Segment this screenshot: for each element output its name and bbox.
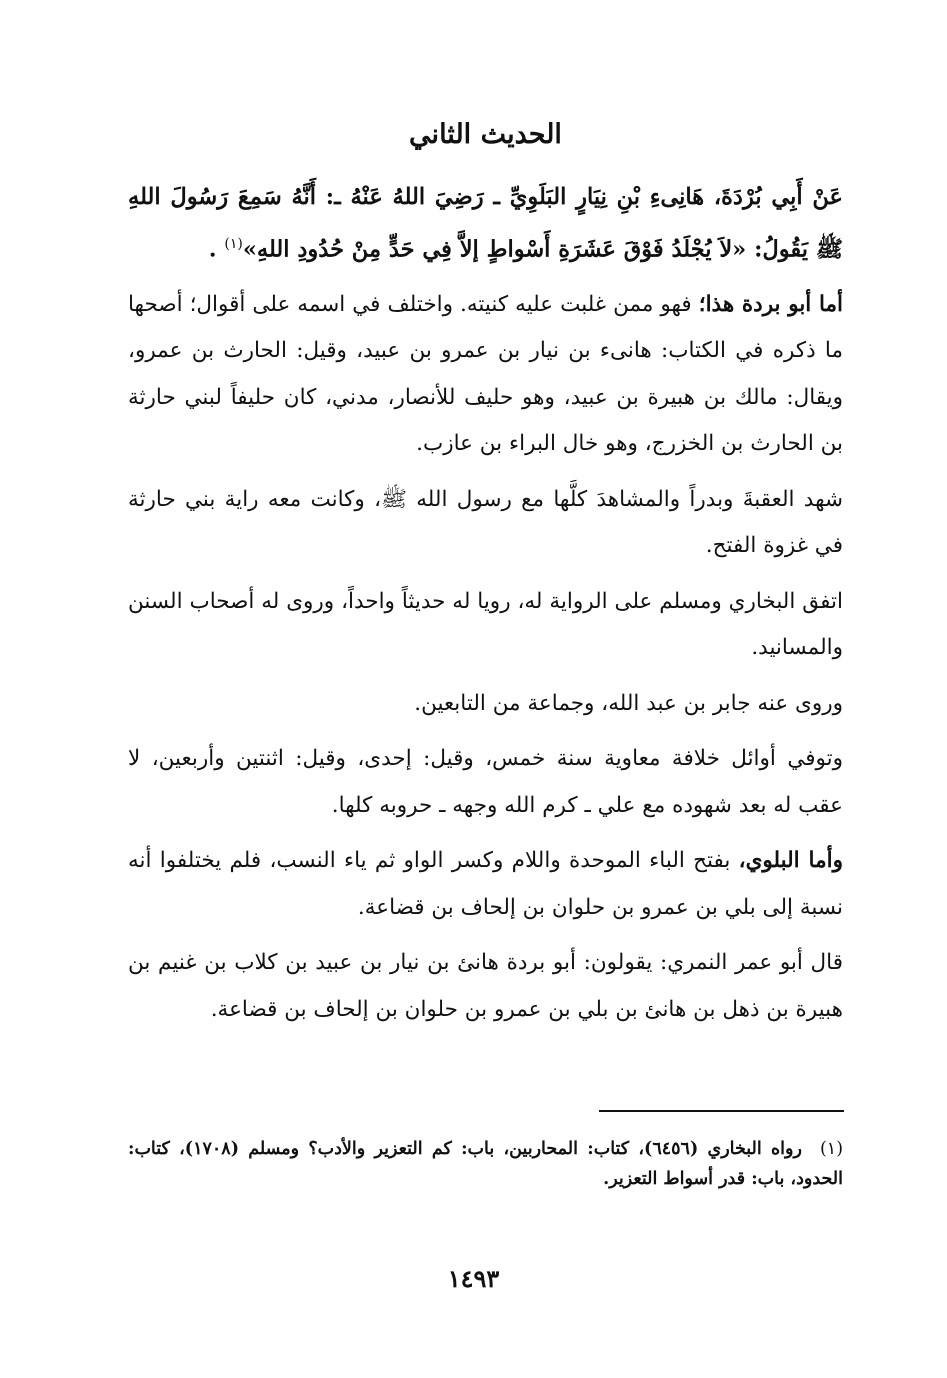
paragraph-body: وروى عنه جابر بن عبد الله، وجماعة من التابعين. — [414, 690, 843, 716]
paragraph-body: قال أبو عمر النمري: يقولون: أبو بردة هانئ بن نيار بن عبيد بن كلاب بن غنيم بن هبيرة بن ذهل بن هانئ بن بلي بن عمرو بن حلوان بن إلحاف بن قضاعة. — [128, 950, 843, 1022]
page-title: الحديث الثاني — [409, 119, 562, 150]
paragraph-body: اتفق البخاري ومسلم على الرواية له، رويا له حديثاً واحداً، وروى له أصحاب السنن والمسانيد. — [128, 588, 843, 660]
paragraph-body: بفتح الباء الموحدة واللام وكسر الواو ثم ياء النسب، فلم يختلفوا أنه نسبة إلى بلي بن عمرو بن حلوان بن إلحاف بن قضاعة. — [128, 848, 843, 920]
paragraph-nimri — [128, 940, 843, 1033]
paragraph-body: فهو ممن غلبت عليه كنيته. واختلف في اسمه على أقوال؛ أصحها ما ذكره في الكتاب: هانىء بن نيار بن عمرو بن عبيد، وقيل: الحارث بن عمرو، ويقال: مالك بن هبيرة بن عبيد، وهو حليف للأنصار، مدني، كان حليفاً لبني حارثة بن الحارث بن الخزرج، وهو خال البراء بن عازب. — [128, 291, 843, 456]
paragraph-abu-burda — [128, 282, 843, 468]
paragraph-body: وتوفي أوائل خلافة معاوية سنة خمس، وقيل: إحدى، وقيل: اثنتين وأربعين، لا عقب له بعد شهوده مع علي ـ كرم الله وجهه ـ حروبه كلها. — [128, 746, 843, 818]
paragraph-narrators — [128, 681, 843, 728]
footnote-number: (١) — [819, 1139, 844, 1159]
page-number: ١٤٩٣ — [447, 1264, 500, 1293]
paragraph-lead: أما أبو بردة هذا؛ — [698, 291, 843, 317]
footnote-separator — [599, 1110, 844, 1112]
main-column — [128, 110, 843, 1042]
paragraph-lead: وأما البلوي، — [738, 848, 843, 873]
footnote-text: رواه البخاري (٦٤٥٦)، كتاب: المحاربين، باب: كم التعزير والأدب؟ ومسلم (١٧٠٨)، كتاب: الحدود، باب: قدر أسواط التعزير. — [128, 1139, 843, 1189]
paragraph-balawi — [128, 838, 843, 931]
paragraph-battles — [128, 477, 843, 570]
paragraph-death — [128, 736, 843, 829]
footnote — [128, 1134, 843, 1194]
paragraph-body: شهد العقبةَ وبدراً والمشاهدَ كلَّها مع رسول الله ﷺ، وكانت معه راية بني حارثة في غزوة الفتح. — [128, 486, 843, 558]
footnote-ref: (١) — [224, 236, 243, 252]
hadith-body: عَنْ أَبِي بُرْدَةَ، هَانِىءِ بْنِ نِيَارٍ البَلَوِيِّ ـ رَضِيَ اللهُ عَنْهُ ـ: أَنَّهُ سَمِعَ رَسُولَ اللهِ ﷺ يَقُولُ: «لاَ يُجْلَدُ فَوْقَ عَشَرَةِ أَسْواطٍ إلاَّ فِي حَدٍّ مِنْ حُدُودِ اللهِ» — [128, 184, 843, 263]
paragraph-narration — [128, 579, 843, 672]
hadith-text — [128, 174, 843, 274]
hadith-end: . — [208, 236, 225, 263]
